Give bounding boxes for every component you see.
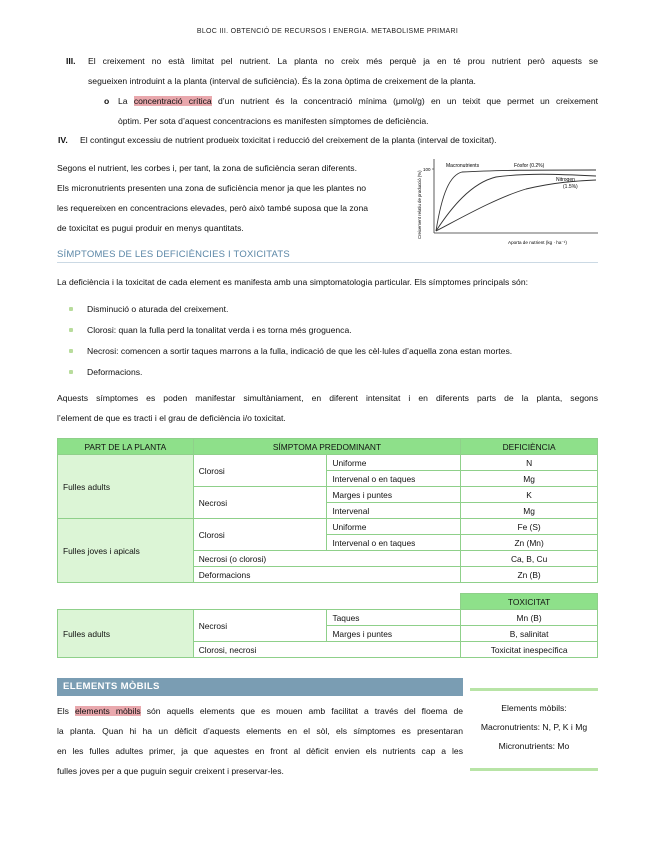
list-item-iii-line2: segueixen introduint a la planta (interval de suficiència). És la zona òptima de creixement de la planta.: [88, 76, 476, 86]
header-symptom: SÍMPTOMA PREDOMINANT: [193, 439, 460, 455]
y-tick-label: 100: [423, 167, 431, 172]
empty-cell: [58, 594, 194, 610]
cell-sym: Necrosi (o clorosi): [193, 551, 460, 567]
table-header-row: [58, 439, 598, 455]
cell-sub: Intervenal: [327, 503, 461, 519]
sidebox: [470, 699, 598, 756]
empty-cell: [327, 594, 461, 610]
y-axis-label: Creixement relatiu de producció (%): [417, 170, 422, 239]
paragraph3-line1: Aquests símptomes es poden manifestar simultàniament, en diferent intensitat i en diferents parts de la planta, segons: [57, 393, 598, 403]
cell-def: Mg: [461, 471, 598, 487]
list-marker-iii: III.: [66, 56, 76, 66]
list-item-text: Necrosi: comencen a sortir taques marrons a la fulla, indicació de que les cèl·lules d’aquella zona estan mortes.: [87, 346, 513, 356]
cell-necrosi: Necrosi: [193, 487, 327, 519]
paragraph-line: Segons el nutrient, les corbes i, per tant, la zona de suficiència seran diferents.: [57, 163, 357, 173]
list-marker-iv: IV.: [58, 135, 68, 145]
cell-def: N: [461, 455, 598, 471]
list-item: [57, 320, 598, 341]
highlight-concentracio-critica: concentració crítica: [133, 96, 212, 106]
paragraph-nutrient-curves: [57, 158, 413, 238]
paragraph-line: Els micronutrients presenten una zona de suficiència menor ja que les plantes no: [57, 183, 367, 193]
header-part: PART DE LA PLANTA: [58, 439, 194, 455]
empty-cell: [193, 594, 327, 610]
sublist-pre: La: [118, 96, 134, 106]
sidebox-bottom-rule: [470, 768, 598, 771]
cell-part-adult: Fulles adults: [58, 455, 194, 519]
paragraph-line: les requereixen en concentracions elevades, però això també suposa que la zona: [57, 203, 369, 213]
sidebox-title: Elements mòbils:: [501, 703, 567, 713]
cell-necrosi: Necrosi: [193, 610, 327, 642]
table-row: [58, 610, 598, 626]
curve-label-macronutrients: Macronutrients: [446, 163, 480, 169]
list-item-text: Deformacions.: [87, 367, 143, 377]
list-item-iv: El contingut excessiu de nutrient produeix toxicitat i reducció del creixement de la planta (interval de toxicitat).: [80, 135, 497, 145]
curve-label-phosphorus: Fòsfor (0.2%): [514, 163, 545, 169]
cell-tox: Mn (B): [461, 610, 598, 626]
cell-sub: Marges i puntes: [327, 487, 461, 503]
bullet-icon: [69, 370, 73, 374]
paragraph-line: la planta. Quan hi ha un dèficit d’aquests elements en el sòl, els símptomes es presentaran: [57, 726, 463, 736]
cell-sym: Clorosi, necrosi: [193, 642, 460, 658]
sidebox-macro: Macronutrients: N, P, K i Mg: [480, 722, 588, 732]
cell-def: Mg: [461, 503, 598, 519]
paragraph-line: [57, 701, 463, 721]
section-title-mobile-elements: ELEMENTS MÒBILS: [57, 678, 463, 696]
sublist-item-line2: òptim. Per sota d’aquest concentracions es manifesten símptomes de deficiència.: [118, 116, 429, 126]
paragraph-mobile-elements: [57, 701, 463, 781]
cell-sub: Uniforme: [327, 455, 461, 471]
header-toxicity: TOXICITAT: [461, 594, 598, 610]
toxicity-table: [57, 593, 598, 658]
cell-part-young: Fulles joves i apicals: [58, 519, 194, 583]
list-item: [57, 341, 598, 362]
list-item: [57, 362, 598, 383]
curve-label-nitrogen: Nitrogen: [556, 177, 575, 183]
cell-sub: Uniforme: [327, 519, 461, 535]
cell-sub: Taques: [327, 610, 461, 626]
deficiency-table: [57, 438, 598, 583]
running-header: BLOC III. OBTENCIÓ DE RECURSOS I ENERGIA. METABOLISME PRIMARI: [196, 28, 459, 35]
cell-tox: B, salinitat: [461, 626, 598, 642]
symptom-list: [57, 299, 598, 383]
section-title-symptoms: SÍMPTOMES DE LES DEFICIÈNCIES I TOXICITATS: [57, 249, 290, 260]
cell-part-adult: Fulles adults: [58, 610, 194, 658]
cell-sub: Intervenal o en taques: [327, 535, 461, 551]
cell-sub: Intervenal o en taques: [327, 471, 461, 487]
table-header-row: [58, 594, 598, 610]
cell-clorosi: Clorosi: [193, 455, 327, 487]
section-divider: [57, 262, 598, 263]
cell-def: Fe (S): [461, 519, 598, 535]
growth-curve-figure: [416, 153, 602, 248]
sublist-post: d’un nutrient és la concentració mínima (μmol/g) en un teixit que permet un creixement: [211, 96, 598, 106]
bullet-icon: [69, 307, 73, 311]
sidebox-micro: Micronutrients: Mo: [498, 741, 570, 751]
sublist-marker: o: [104, 96, 110, 106]
cell-def: K: [461, 487, 598, 503]
cell-clorosi: Clorosi: [193, 519, 327, 551]
cell-sym: Deformacions: [193, 567, 460, 583]
paragraph-line: de toxicitat es pugui produir en menys quantitats.: [57, 223, 244, 233]
paragraph-line: fulles joves per a que puguin seguir creixent i preservar-les.: [57, 766, 284, 776]
p4-post: són aquells elements que es mouen amb facilitat a través del floema de: [140, 706, 464, 716]
list-item: [57, 299, 598, 320]
paragraph3-line2: l’element de que es tracti i el grau de deficiència i/o toxicitat.: [57, 413, 286, 423]
paragraph-line: en les fulles adultes primer, ja que aquestes en front al dèficit envien els nutrients cap a les: [57, 746, 463, 756]
sidebox-top-rule: [470, 688, 598, 691]
list-item-text: Clorosi: quan la fulla perd la tonalitat verda i es torna més groguenca.: [87, 325, 352, 335]
cell-def: Ca, B, Cu: [461, 551, 598, 567]
cell-sub: Marges i puntes: [327, 626, 461, 642]
list-item-text: Disminució o aturada del creixement.: [87, 304, 229, 314]
cell-def: Zn (Mn): [461, 535, 598, 551]
bullet-icon: [69, 349, 73, 353]
table-row: [58, 455, 598, 471]
paragraph-symptoms-intro: La deficiència i la toxicitat de cada element es manifesta amb una simptomatologia particular. Els símptomes principals són:: [57, 277, 528, 287]
list-item-iii-line1: El creixement no està limitat pel nutrient. La planta no creix més perquè ja en té prou nutrient però aquests se: [88, 56, 598, 66]
highlight-elements-mobils: elements mòbils: [74, 706, 141, 716]
cell-def: Zn (B): [461, 567, 598, 583]
bullet-icon: [69, 328, 73, 332]
sublist-item-line1: [118, 91, 598, 111]
x-axis-label: Aporta de nutrient (kg · ha⁻¹): [508, 240, 567, 245]
header-deficiency: DEFICIÈNCIA: [461, 439, 598, 455]
table-row: [58, 519, 598, 535]
cell-tox: Toxicitat inespecífica: [461, 642, 598, 658]
curve-label-nitrogen-pct: (1.5%): [563, 184, 578, 190]
p4-pre: Els: [57, 706, 75, 716]
